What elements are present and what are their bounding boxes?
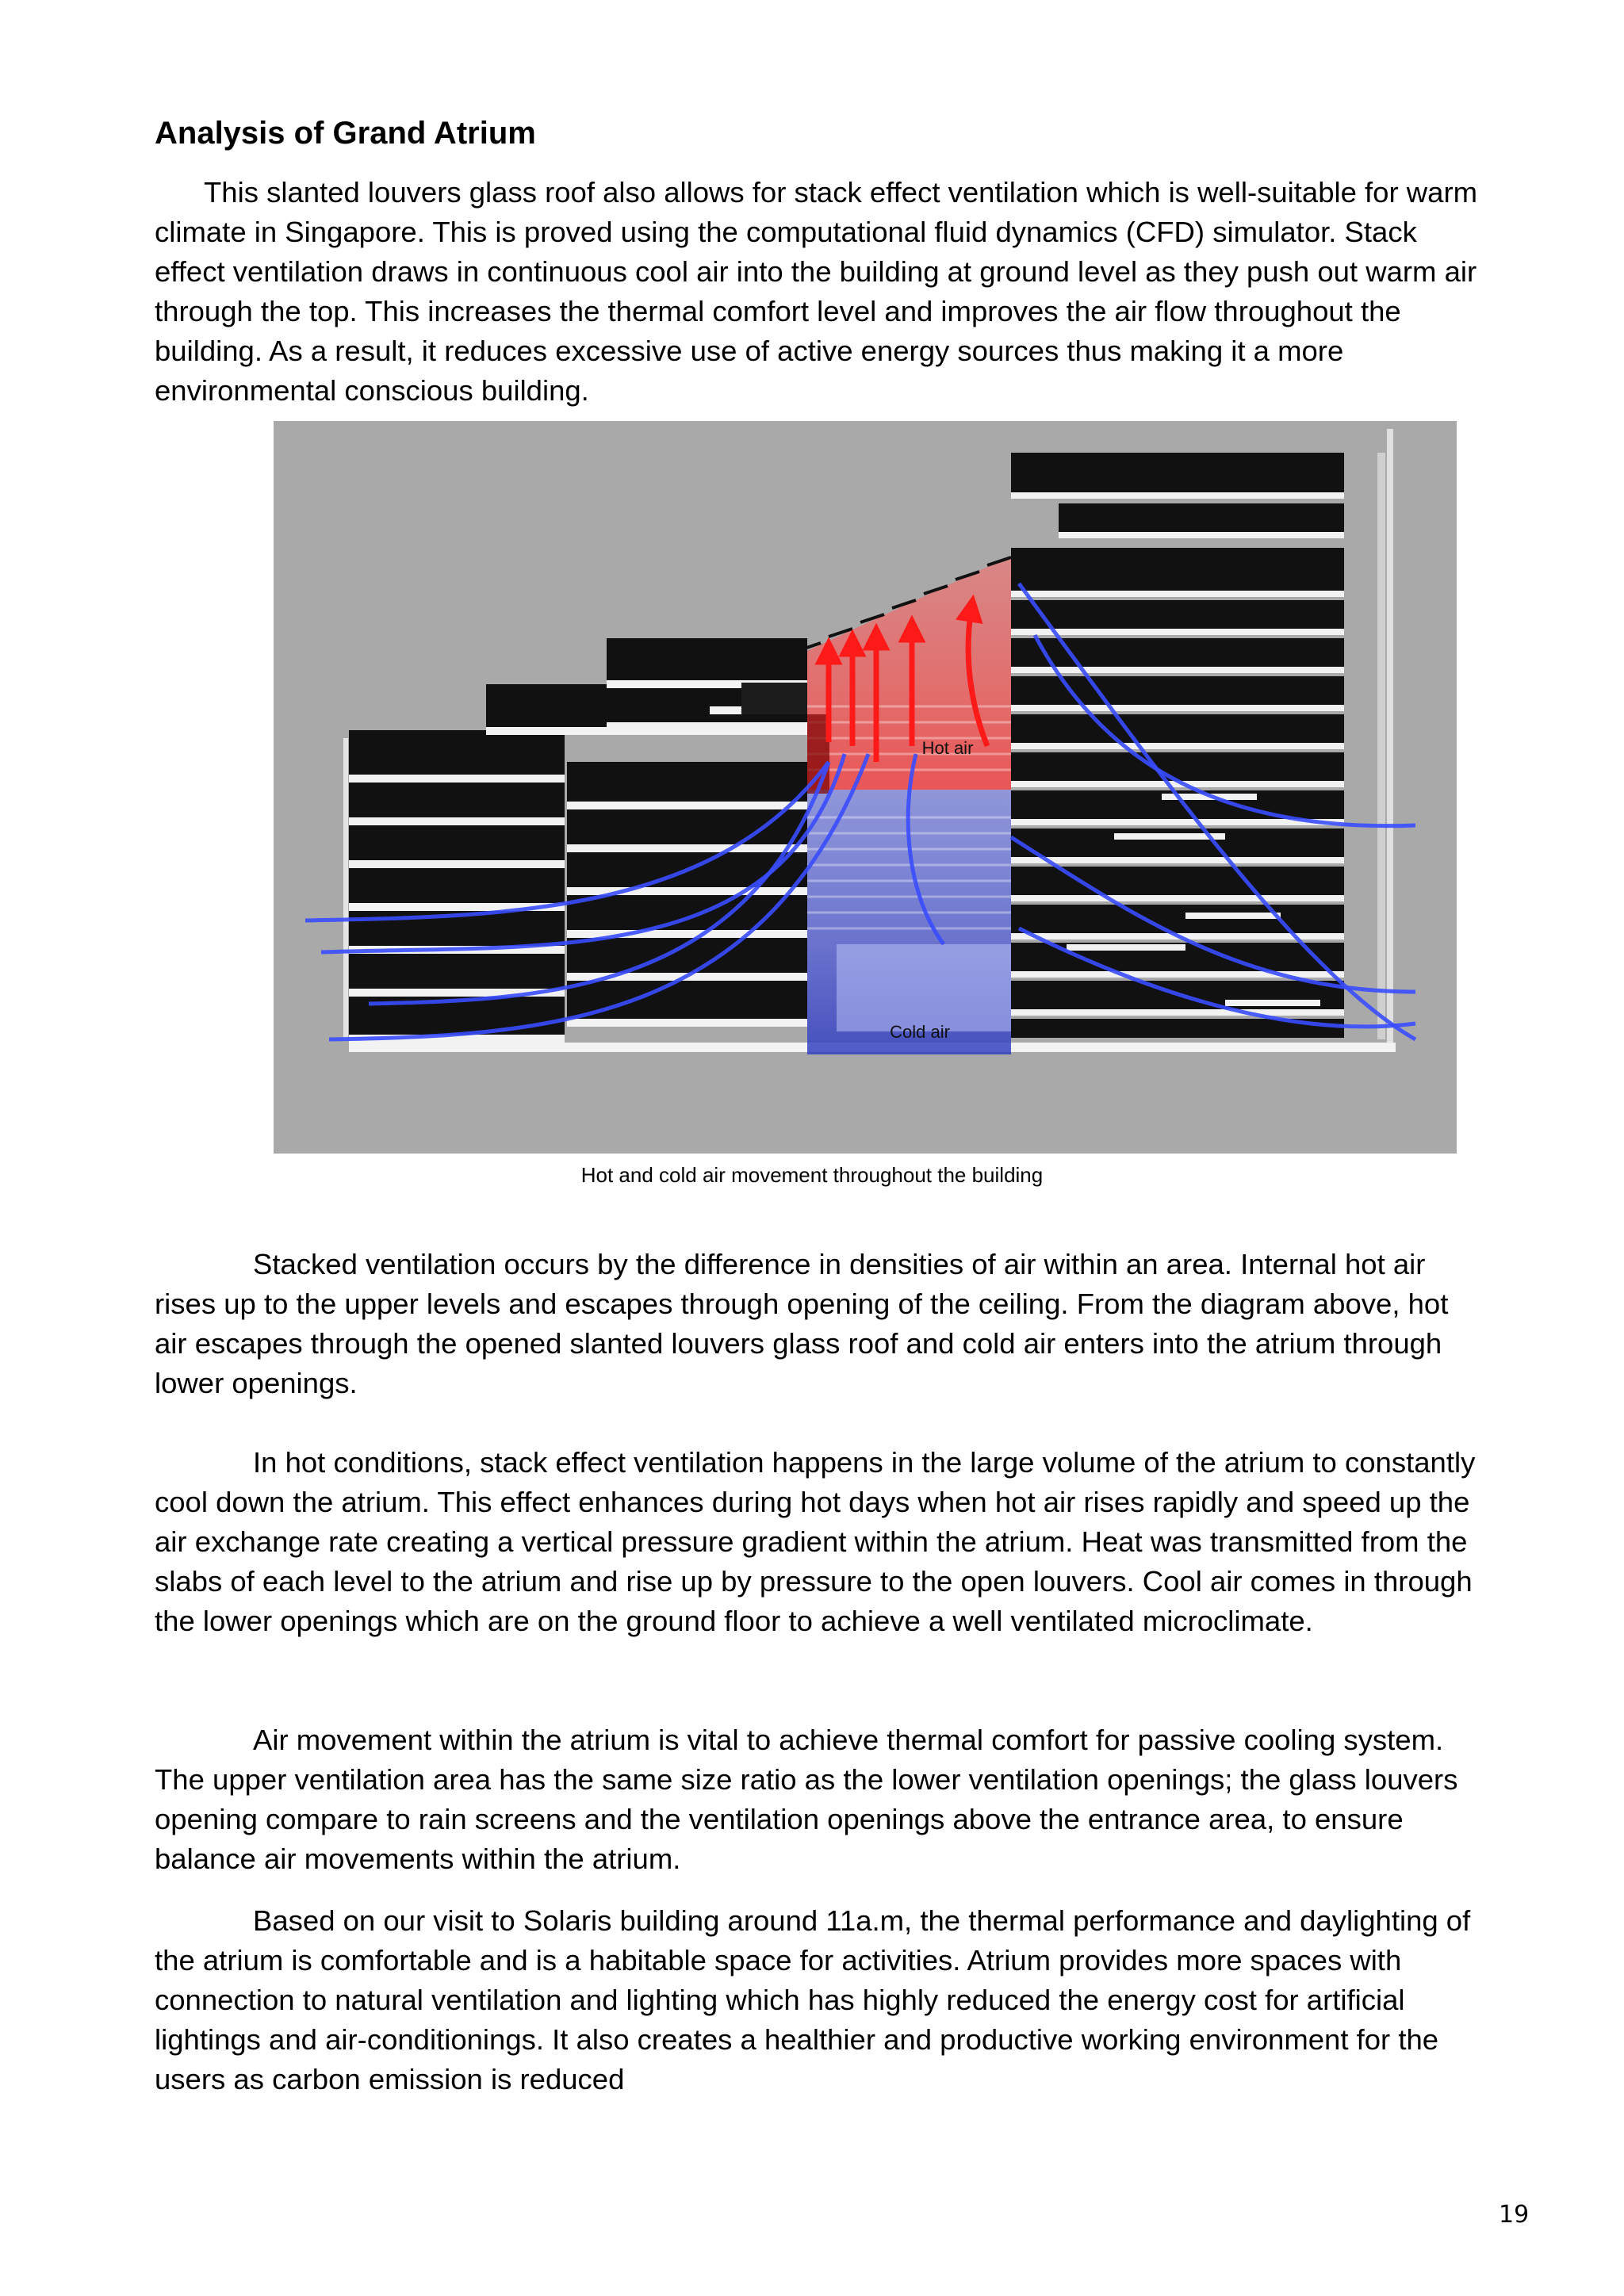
paragraph-stack-effect-intro: This slanted louvers glass roof also allows for stack effect ventilation which is well-suitable for warm climate in Singapore. This is proved using the computational fluid dynamics (CFD) simulator. Stack effect ventilation draws in continuous cool air into the building at ground level as they push out warm air through the top. This increases the thermal comfort level and improves the air flow throughout the building. As a result, it reduces excessive use of active energy sources thus making it a more environmental conscious building.: [155, 176, 1477, 407]
building-section-illustration: [274, 421, 1457, 1154]
right-wing-floors: [1011, 429, 1393, 1047]
paragraph-hot-conditions: In hot conditions, stack effect ventilation happens in the large volume of the atrium to constantly cool down the atrium. This effect enhances during hot days when hot air rises rapidly and speed up the air exchange rate creating a vertical pressure gradient within the atrium. Heat was transmitted from the slabs of each level to the atrium and rise up by pressure to the open louvers. Cool air comes in through the lower openings which are on the ground floor to achieve a well ventilated microclimate.: [155, 1446, 1476, 1637]
paragraph-stacked-ventilation: Stacked ventilation occurs by the difference in densities of air within an area. Internal hot air rises up to the upper levels and escapes through opening of the ceiling. From the diagram above, hot air escapes through the opened slanted louvers glass roof and cold air enters into the atrium through lower openings.: [155, 1248, 1449, 1399]
atrium-airflow-diagram: [274, 421, 1457, 1154]
atrium-entrance-void: [837, 944, 1011, 1031]
page-number: 19: [1499, 2201, 1530, 2229]
paragraph-site-visit: Based on our visit to Solaris building around 11a.m, the thermal performance and daylighting of the atrium is comfortable and is a habitable space for activities. Atrium provides more spaces with connection to natural ventilation and lighting which has highly reduced the energy cost for artificial lightings and air-conditionings. It also creates a healthier and productive working environment for the users as carbon emission is reduced: [155, 1904, 1471, 2095]
figure-caption: Hot and cold air movement throughout the building: [580, 1163, 1044, 1187]
section-heading: Analysis of Grand Atrium: [155, 116, 536, 151]
paragraph-air-movement: Air movement within the atrium is vital to achieve thermal comfort for passive cooling system. The upper ventilation area has the same size ratio as the lower ventilation openings; the glass louvers opening compare to rain screens and the ventilation openings above the entrance area, to ensure balance air movements within the atrium.: [155, 1724, 1458, 1875]
label-hot-air: Hot air: [921, 738, 974, 758]
label-cold-air: Cold air: [890, 1022, 950, 1042]
